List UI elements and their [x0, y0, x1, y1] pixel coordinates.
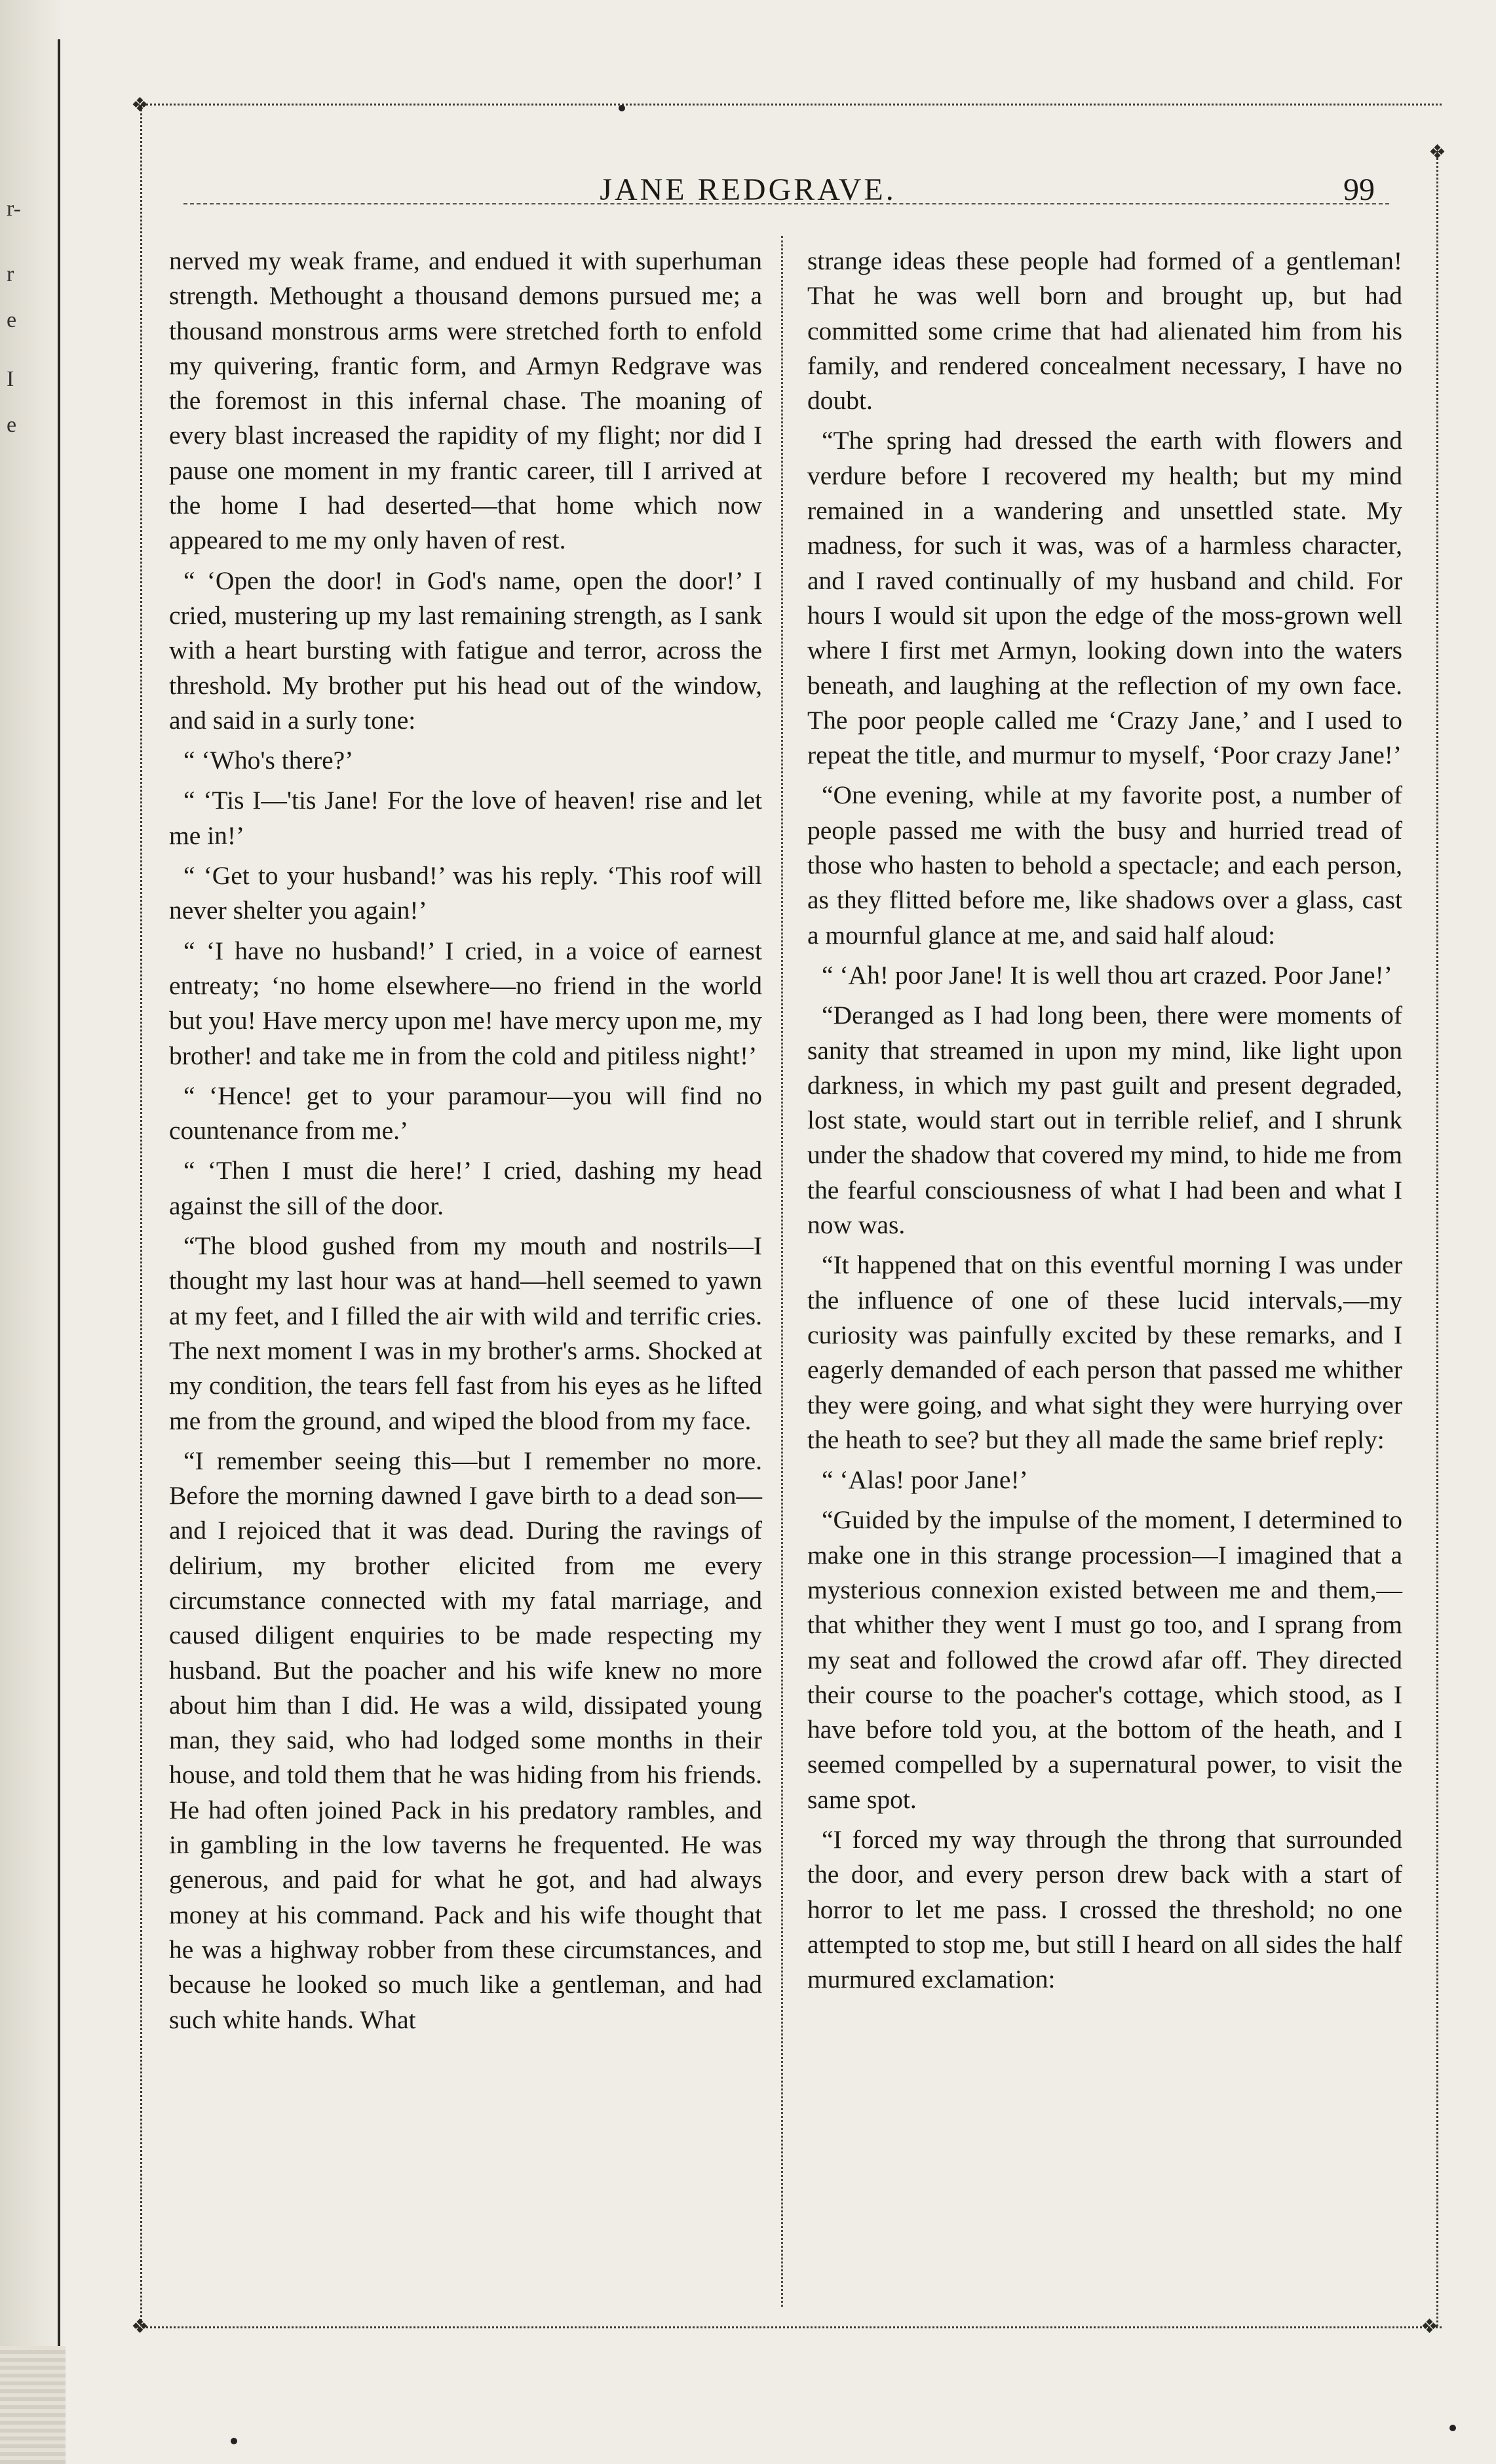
margin-fragment: I: [7, 367, 14, 391]
paragraph: “Deranged as I had long been, there were moments of sanity that streamed in upon my mind, like light upon darkness, in which my past guilt and present degraded, lost state, would start out in terrible relief, and I shrunk under the shadow that covered my mind, to hide me from the fearful consciousness of what I had been and what I now was.: [807, 1001, 1402, 1240]
ink-speck: [619, 105, 625, 111]
page-number: 99: [1343, 172, 1375, 207]
paragraph: “ ‘I have no husband!’ I cried, in a voice of earnest entreaty; ‘no home elsewhere—no friend in the world but you! Have mercy upon me! have mercy upon me, my brother! and take me in from the cold and pitiless night!’: [169, 936, 762, 1070]
paragraph: “The blood gushed from my mouth and nostrils—I thought my last hour was at hand—hell seemed to yawn at my feet, and I filled the air with wild and terrific cries. The next moment I was in my brother's arms. Shocked at my condition, the tears fell fast from his eyes as he lifted me from the ground, and wiped the blood from my face.: [169, 1231, 762, 1435]
margin-fragment: e: [7, 308, 17, 332]
paragraph: “The spring had dressed the earth with flowers and verdure before I recovered my health; but my mind remained in a wandering and unsettled state. My madness, for such it was, was of a harmless character, and I raved continually of my husband and child. For hours I would sit upon the edge of the moss-grown well where I first met Armyn, looking down into the waters beneath, and laughing at the reflection of my own face. The poor people called me ‘Crazy Jane,’ and I used to repeat the title, and murmur to myself, ‘Poor crazy Jane!’: [807, 426, 1402, 770]
paragraph: “It happened that on this eventful morning I was under the influence of one of these lucid intervals,—my curiosity was painfully excited by these remarks, and I eagerly demanded of each person that passed me whither they were going, and what sight they were hurrying over the heath to see? but they all made the same brief reply:: [807, 1250, 1402, 1454]
ornamental-border-top: [138, 104, 1442, 106]
ornamental-border-right: [1436, 151, 1438, 2326]
corner-ornament-icon: ❖: [131, 94, 149, 116]
margin-fragment: e: [7, 413, 17, 437]
paragraph: “ ‘Ah! poor Jane! It is well thou art crazed. Poor Jane!’: [822, 960, 1392, 990]
corner-ornament-icon: ❖: [1429, 142, 1446, 163]
paragraph: “ ‘Who's there?’: [183, 746, 354, 775]
corner-ornament-icon: ❖: [131, 2316, 149, 2338]
left-column: [169, 244, 762, 2043]
margin-fragment: r: [7, 262, 14, 286]
page-spine-edge: [58, 39, 60, 2425]
paragraph: “ ‘Hence! get to your paramour—you will find no countenance from me.’: [169, 1081, 762, 1145]
column-divider: [781, 236, 783, 2307]
ink-speck: [231, 2438, 237, 2444]
paragraph: strange ideas these people had formed of a gentleman! That he was well born and brought up, but had committed some crime that had alienated him from his family, and rendered concealment necessary, I have no doubt.: [807, 246, 1402, 415]
right-column: [807, 244, 1402, 2003]
paragraph: “ ‘Open the door! in God's name, open the door!’ I cried, mustering up my last remaining strength, as I sank with a heart bursting with fatigue and terror, across the threshold. My brother put his head out of the window, and said in a surly tone:: [169, 566, 762, 735]
paragraph: nerved my weak frame, and endued it with superhuman strength. Methought a thousand demons pursued me; a thousand monstrous arms were stretched forth to enfold my quivering, frantic form, and Armyn Redgrave was the foremost in this infernal chase. The moaning of every blast increased the rapidity of my flight; nor did I pause one moment in my frantic career, till I arrived at the home I had deserted—that home which now appeared to me my only haven of rest.: [169, 246, 762, 555]
paragraph: “ ‘Then I must die here!’ I cried, dashing my head against the sill of the door.: [169, 1156, 762, 1220]
ornamental-border-left: [140, 105, 142, 2326]
corner-ornament-icon: ❖: [1421, 2316, 1438, 2338]
paragraph: “I remember seeing this—but I remember no more. Before the morning dawned I gave birth to a dead son—and I rejoiced that it was dead. During the ravings of delirium, my brother elicited from me every circumstance connected with my fatal marriage, and caused diligent enquiries to be made respecting my husband. But the poacher and his wife knew no more about him than I did. He was a wild, dissipated young man, they said, who had lodged some months in their house, and told them that he was hiding from his friends. He had often joined Pack in his predatory rambles, and in gambling in the low taverns he frequented. He was generous, and paid for what he got, and had always money at his command. Pack and his wife thought that he was a highway robber from these circumstances, and because he looked so much like a gentleman, and had such white hands. What: [169, 1446, 762, 2034]
paragraph: “I forced my way through the throng that surrounded the door, and every person drew back with a start of horror to let me pass. I crossed the threshold; no one attempted to stop me, but still I heard on all sides the half murmured exclamation:: [807, 1825, 1402, 1994]
paragraph: “ ‘Get to your husband!’ was his reply. ‘This roof will never shelter you again!’: [169, 861, 762, 925]
paragraph: “Guided by the impulse of the moment, I determined to make one in this strange procession—I imagined that a mysterious connexion existed between me and them,—that whither they went I must go too, and I sprang from my seat and followed the crowd afar off. They directed their course to the poacher's cottage, which stood, as I have before told you, at the bottom of the heath, and I seemed compelled by a supernatural power, to visit the same spot.: [807, 1505, 1402, 1814]
paragraph: “ ‘Alas! poor Jane!’: [822, 1465, 1028, 1495]
running-head-title: JANE REDGRAVE.: [600, 172, 896, 207]
paragraph: “ ‘Tis I—'tis Jane! For the love of heaven! rise and let me in!’: [169, 786, 762, 850]
ink-speck: [1449, 2425, 1456, 2431]
scan-smear: [0, 2346, 66, 2464]
ornamental-border-bottom: [138, 2326, 1442, 2328]
paragraph: “One evening, while at my favorite post, a number of people passed me with the busy and hurried tread of those who hasten to behold a spectacle; and each person, as they flitted before me, like shadows over a glass, cast a mournful glance at me, and said half aloud:: [807, 780, 1402, 950]
margin-fragment: r-: [7, 197, 21, 221]
